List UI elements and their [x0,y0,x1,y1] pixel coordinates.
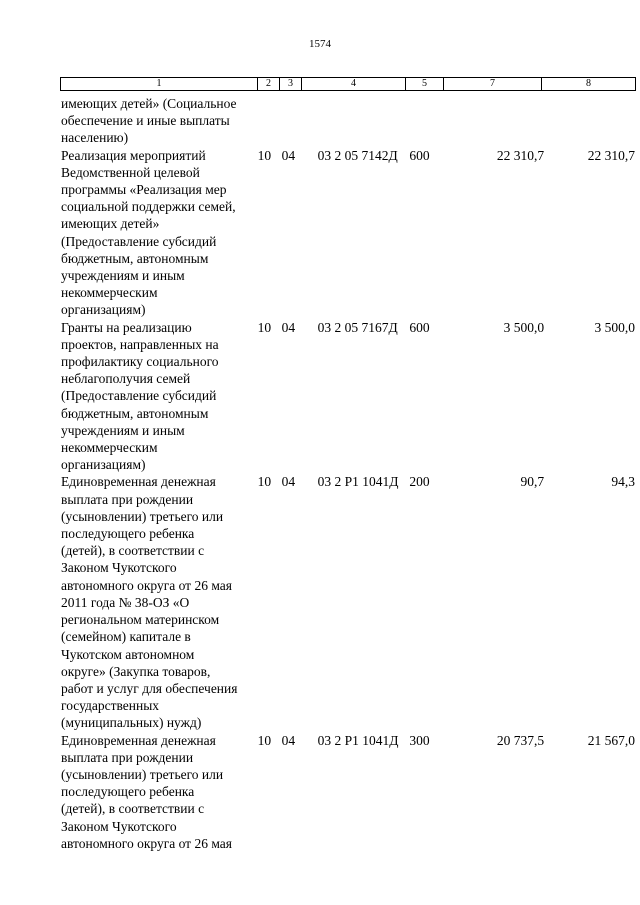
row-target-article: 03 2 05 7167Д [317,319,398,335]
column-header-2: 2 [258,78,280,91]
row-section: 10 [257,474,272,490]
table-row [60,473,635,731]
row-name-line: бюджетным, автономным [61,250,209,266]
row-name-line: бюджетным, автономным [61,405,209,421]
row-amount-year2: 3 500,0 [594,319,636,335]
row-name-line: Реализация мероприятий [61,147,206,163]
row-name-line: организациям) [61,302,146,318]
row-amount-year1: 3 500,0 [503,319,545,335]
row-name-line: организациям) [61,457,146,473]
row-name-line: выплата при рождении [61,749,194,765]
table-row [60,732,635,852]
row-name-line: имеющих детей» (Социальное [61,96,237,111]
row-name-line: автономного округа от 26 мая [61,577,232,593]
row-amount-year2: 21 567,0 [587,732,636,748]
row-expense-type: 600 [409,319,430,335]
row-expense-type: 300 [409,732,430,748]
row-name-line: Ведомственной целевой [61,164,200,180]
row-name-line: работ и услуг для обеспечения [61,680,238,696]
row-name-line: (семейном) капитале в [61,629,191,645]
column-header-table [60,77,636,91]
row-name-line: (усыновлении) третьего или [61,766,224,782]
row-name-line: населению) [61,130,129,146]
row-name-line: Чукотском автономном [61,646,195,662]
table-row [60,319,635,474]
row-name-line: региональном материнском [61,612,220,628]
row-name-line: некоммерческим [61,285,158,301]
row-subsection: 04 [281,147,296,163]
row-name-line: обеспечение и иные выплаты [61,113,230,129]
row-name-line: Единовременная денежная [61,732,216,748]
row-name-line: Законом Чукотского [61,818,177,834]
row-expense-type: 200 [409,474,430,490]
row-expense-type: 600 [409,147,430,163]
row-name-line: (детей), в соответствии с [61,801,205,817]
row-name-line: Гранты на реализацию [61,319,192,335]
row-section: 10 [257,319,272,335]
page-number: 1574 [309,38,331,50]
table-row [60,95,635,147]
row-amount-year2: 22 310,7 [587,147,636,163]
row-name-line: некоммерческим [61,440,158,456]
row-amount-year1: 90,7 [520,474,545,490]
row-name-line: автономного округа от 26 мая [61,835,232,851]
row-name-line: (детей), в соответствии с [61,543,205,559]
column-header-5: 5 [406,78,444,91]
row-name-line: неблагополучия семей [61,371,191,387]
row-target-article: 03 2 05 7142Д [317,147,398,163]
column-header-8: 8 [542,78,636,91]
row-subsection: 04 [281,732,296,748]
row-name-line: Законом Чукотского [61,560,177,576]
row-name-line: социальной поддержки семей, [61,199,236,215]
row-subsection: 04 [281,474,296,490]
row-amount-year1: 22 310,7 [496,147,545,163]
row-name-line: 2011 года № 38-ОЗ «О [61,594,190,610]
column-header-1: 1 [61,78,258,91]
row-target-article: 03 2 Р1 1041Д [317,474,399,490]
row-name-line: учреждениям и иным [61,422,185,438]
row-name-line: имеющих детей» [61,216,160,232]
row-name-line: программы «Реализация мер [61,182,227,198]
column-header-4: 4 [302,78,406,91]
row-name-line: государственных [61,698,160,714]
row-section: 10 [257,732,272,748]
column-header-3: 3 [280,78,302,91]
row-name-line: последующего ребенка [61,784,195,800]
row-name-line: выплата при рождении [61,491,194,507]
row-name [60,732,258,852]
table-row [60,147,635,319]
column-header-7: 7 [444,78,542,91]
row-name [60,95,258,147]
table-body [60,95,635,852]
row-amount-year2: 94,3 [611,474,636,490]
row-subsection: 04 [281,319,296,335]
row-name [60,319,258,474]
row-name [60,473,258,731]
row-name-line: округе» (Закупка товаров, [61,663,211,679]
row-name-line: (усыновлении) третьего или [61,508,224,524]
row-name [60,147,258,319]
row-name-line: последующего ребенка [61,526,195,542]
row-target-article: 03 2 Р1 1041Д [317,732,399,748]
row-name-line: Единовременная денежная [61,474,216,490]
row-name-line: профилактику социального [61,354,219,370]
row-name-line: проектов, направленных на [61,336,219,352]
row-section: 10 [257,147,272,163]
row-name-line: (Предоставление субсидий [61,388,217,404]
row-amount-year1: 20 737,5 [496,732,545,748]
row-name-line: (Предоставление субсидий [61,233,217,249]
column-header-row [61,78,636,91]
row-name-line: (муниципальных) нужд) [61,715,202,731]
row-name-line: учреждениям и иным [61,268,185,284]
